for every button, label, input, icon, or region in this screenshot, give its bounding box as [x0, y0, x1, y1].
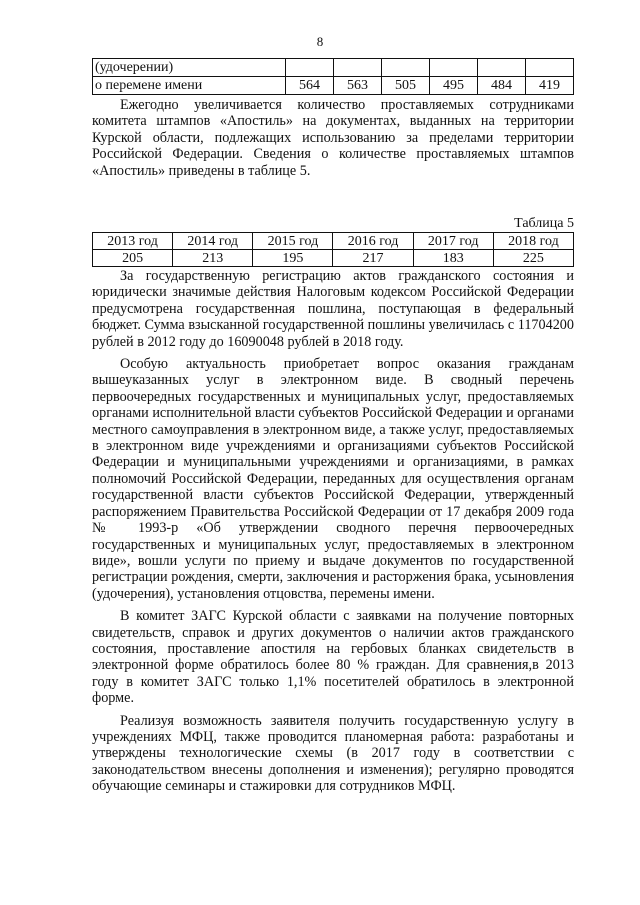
- column-header: 2015 год: [253, 233, 333, 250]
- column-header: 2017 год: [413, 233, 493, 250]
- paragraph-electronic-services: Особую актуальность приобретает вопрос оказания гражданам вышеуказанных услуг в электронном виде. В сводный перечень первоочередных государственных и муниципальных услуг, предоставляемых органами исполнительной власти субъектов Российской Федерации и органами местного самоуправления в электронном виде, а также услуг, предоставляемых в электронном виде учреждениями и организациями субъектов Российской Федерации и муниципальными учреждениями и организациями, в рамках полномочий Российской Федерации, переданных для осуществления органам государственной власти субъектов Российской Федерации, утвержденный распоряжением Правительства Российской Федерации от 17 декабря 2009 года № 1993-р «Об утверждении сводного перечня первоочередных государственных и муниципальных услуг, предоставляемых в электронном виде», вошли услуги по приему и выдаче документов по государственной регистрации рождения, смерти, заключения и расторжения брака, усыновления (удочерения), установления отцовства, перемены имени.: [92, 356, 574, 602]
- table-cell: 563: [334, 77, 382, 95]
- table-cell: 205: [93, 250, 173, 267]
- continued-table: [92, 58, 574, 95]
- column-header: 2018 год: [493, 233, 573, 250]
- table-cell: 195: [253, 250, 333, 267]
- table-cell: 217: [333, 250, 413, 267]
- table-cell: 183: [413, 250, 493, 267]
- row-label: о перемене имени: [93, 77, 286, 95]
- paragraph-state-fee: За государственную регистрацию актов гражданского состояния и юридически значимые действия Налоговым кодексом Российской Федерации предусмотрена государственная пошлина, поступающая в федеральный бюджет. Сумма взысканной государственной пошлины увеличилась с 11704200 рублей в 2012 году до 16090048 рублей в 2018 году.: [92, 268, 574, 350]
- paragraph-mfc: Реализуя возможность заявителя получить государственную услугу в учреждениях МФЦ, также проводится планомерная работа: разработаны и утверждены технологические схемы (в 2017 году в соответствии с законодательством внесены дополнения и изменения); регулярно проводятся обучающие семинары и стажировки для сотрудников МФЦ.: [92, 712, 574, 795]
- column-header: 2014 год: [173, 233, 253, 250]
- table-row: [93, 250, 574, 267]
- paragraph-apostille: [92, 97, 574, 179]
- table-cell: [382, 59, 430, 77]
- table-cell: 505: [382, 77, 430, 95]
- table-cell: 213: [173, 250, 253, 267]
- paragraph-electronic-requests: В комитет ЗАГС Курской области с заявками на получение повторных свидетельств, справок и других документов о наличии актов гражданского состояния, проставление апостиля на гербовых бланках свидетельств в электронной форме обратилось более 80 % граждан. Для сравнения,в 2013 году в комитет ЗАГС только 1,1% посетителей обратилось в электронной форме.: [92, 608, 574, 707]
- page-number: 8: [316, 34, 324, 49]
- table-cell: [430, 59, 478, 77]
- paragraph-text: Ежегодно увеличивается количество проставляемых сотрудниками комитета штампов «Апостиль» на документах, выданных на территории Курской области, подлежащих использованию за пределами территории Российской Федерации. Сведения о количестве проставляемых штампов «Апостиль» приведены в таблице 5.: [92, 97, 574, 179]
- table-header-row: [93, 233, 574, 250]
- table-cell: 495: [430, 77, 478, 95]
- table-cell: 564: [286, 77, 334, 95]
- column-header: 2016 год: [333, 233, 413, 250]
- table-cell: 225: [493, 250, 573, 267]
- table-row: [93, 77, 574, 95]
- row-label: (удочерении): [93, 59, 286, 77]
- table5-caption: Таблица 5: [514, 216, 574, 231]
- table-row: [93, 59, 574, 77]
- table-cell: [286, 59, 334, 77]
- table-cell: [526, 59, 574, 77]
- table-cell: 484: [478, 77, 526, 95]
- table5: [92, 232, 574, 267]
- table-cell: [478, 59, 526, 77]
- table-cell: 419: [526, 77, 574, 95]
- body-text: [92, 268, 574, 795]
- column-header: 2013 год: [93, 233, 173, 250]
- table-cell: [334, 59, 382, 77]
